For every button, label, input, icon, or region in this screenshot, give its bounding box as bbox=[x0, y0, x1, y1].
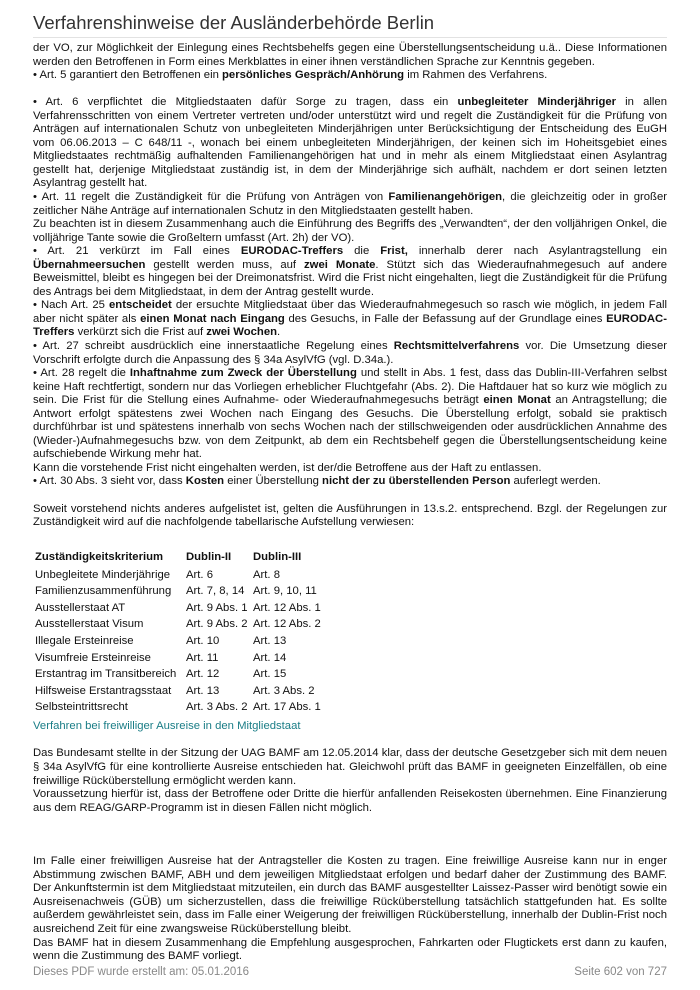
table-cell: Art. 9 Abs. 2 bbox=[186, 618, 248, 631]
table-row bbox=[33, 567, 323, 584]
table-cell: Art. 11 bbox=[186, 651, 219, 664]
table-cell: Art. 12 bbox=[186, 668, 220, 681]
table-row bbox=[33, 666, 323, 683]
table-row bbox=[33, 683, 323, 700]
table-cell: Art. 12 Abs. 2 bbox=[253, 618, 321, 631]
table-row bbox=[33, 650, 323, 667]
table-header-cell: Dublin-II bbox=[186, 550, 232, 563]
table-cell: Art. 3 Abs. 2 bbox=[253, 684, 315, 697]
table-cell: Art. 12 Abs. 1 bbox=[253, 601, 321, 614]
section-heading-freiwillige-ausreise: Verfahren bei freiwilliger Ausreise in den Mitgliedstaat bbox=[33, 719, 301, 732]
table-row bbox=[33, 583, 323, 600]
table-row bbox=[33, 616, 323, 633]
table-cell: Art. 9 Abs. 1 bbox=[186, 601, 248, 614]
table-cell: Art. 13 bbox=[186, 684, 220, 697]
paragraph-art21: • Art. 21 verkürzt im Fall eines EURODAC-Treffers die Frist, innerhalb derer nach Asylantragstellung ein Übernahmeersuchen gestellt werden muss, auf zwei Monate. Stützt sich das Wiederaufnahmegesuch auf andere Beweismittel, bleibt es hingegen bei der Dreimonatsfrist. Wird die Frist nicht eingehalten, liegt die Zuständigkeit für die Prüfung des Antrags bei dem Mitgliedstaat, in dem der Antrag gestellt wurde. bbox=[33, 245, 667, 298]
table-cell: Hilfsweise Erstantragsstaat bbox=[35, 684, 172, 697]
table-cell: Ausstellerstaat Visum bbox=[35, 618, 144, 631]
table-cell: Ausstellerstaat AT bbox=[35, 601, 126, 614]
paragraph-empfehlung: Das BAMF hat in diesem Zusammenhang die Empfehlung ausgesprochen, Fahrkarten oder Flugtickets erst dann zu kaufen, wenn die Zustimmung des BAMF vorliegt. bbox=[33, 936, 667, 963]
table-cell: Art. 8 bbox=[253, 568, 280, 581]
table-cell: Art. 15 bbox=[253, 668, 287, 681]
table-cell: Selbsteintrittsrecht bbox=[35, 701, 128, 714]
table-cell: Art. 10 bbox=[186, 634, 220, 647]
paragraph-art30: • Art. 30 Abs. 3 sieht vor, dass Kosten einer Überstellung nicht der zu überstellenden Person auferlegt werden. bbox=[33, 475, 601, 488]
table-header-cell: Dublin-III bbox=[253, 550, 302, 563]
paragraph-verwandte: Zu beachten ist in diesem Zusammenhang auch die Einführung des Begriffs des „Verwandten“, der den volljährigen Onkel, die volljährige Tante sowie die Großeltern umfasst (Art. 2h) der VO). bbox=[33, 218, 667, 244]
table-cell: Art. 17 Abs. 1 bbox=[253, 701, 321, 714]
paragraph-art5: • Art. 5 garantiert den Betroffenen ein persönliches Gespräch/Anhörung im Rahmen des Verfahrens. bbox=[33, 69, 548, 82]
title-divider bbox=[33, 37, 667, 38]
table-cell: Art. 6 bbox=[186, 568, 213, 581]
paragraph-art28: • Art. 28 regelt die Inhaftnahme zum Zweck der Überstellung und stellt in Abs. 1 fest, dass das Dublin-III-Verfahren selbst keine Haft rechtfertigt, sondern nur das Vorliegen erheblicher Fluchtgefahr (Abs. 2). Die Haftdauer hat so kurz wie möglich zu sein. Die Frist für die Stellung eines Aufnahme- oder Wiederaufnahmegesuchs beträgt einen Monat an Antragstellung; die Antwort erfolgt spätestens zwei Wochen nach Eingang des Gesuchs. Die Überstellung erfolgt, sobald sie praktisch durchführbar ist und spätestens innerhalb von sechs Wochen nach der stillschweigenden oder ausdrücklichen Annahme des (Wieder-)Aufnahmegesuchs bzw. von dem Zeitpunkt, ab dem ein Rechtsbehelf gegen die Überstellungsentscheidung keine aufschiebende Wirkung mehr hat. bbox=[33, 367, 668, 461]
paragraph-haft-entlassen: Kann die vorstehende Frist nicht eingehalten werden, ist der/die Betroffene aus der Haft zu entlassen. bbox=[33, 461, 542, 474]
jurisdiction-table bbox=[33, 548, 323, 716]
paragraph-art27: • Art. 27 schreibt ausdrücklich eine innerstaatliche Regelung eines Rechtsmittelverfahrens vor. Die Umsetzung dieser Vorschrift erfolgte durch die Anpassung des § 34a AsylVfG (vgl. D.34a.). bbox=[33, 339, 667, 366]
table-row bbox=[33, 600, 323, 617]
paragraph-art11: • Art. 11 regelt die Zuständigkeit für die Prüfung von Anträgen von Familienangehörigen, die gleichzeitig oder in großer zeitlicher Nähe Anträge auf internationalen Schutz in den Mitgliedstaaten gestellt haben. bbox=[33, 190, 667, 217]
table-cell: Art. 14 bbox=[253, 651, 287, 664]
table-cell: Art. 13 bbox=[253, 634, 287, 647]
paragraph-art25: • Nach Art. 25 entscheidet der ersuchte Mitgliedstaat über das Wiederaufnahmegesuch so rasch wie möglich, in jedem Fall aber nicht später als einen Monat nach Eingang des Gesuchs, in Falle der Befassung auf der Grundlage eines EURODAC-Treffers verkürzt sich die Frist auf zwei Wochen. bbox=[33, 299, 668, 339]
table-row bbox=[33, 633, 323, 650]
table-cell: Illegale Ersteinreise bbox=[35, 634, 134, 647]
table-cell: Art. 7, 8, 14 bbox=[186, 585, 245, 598]
table-cell: Erstantrag im Transitbereich bbox=[35, 668, 177, 681]
footer-created-date: Dieses PDF wurde erstellt am: 05.01.2016 bbox=[33, 966, 250, 978]
table-header-cell: Zuständigkeitskriterium bbox=[35, 550, 164, 563]
table-cell: Art. 9, 10, 11 bbox=[253, 585, 317, 598]
table-cell: Familienzusammenführung bbox=[35, 585, 172, 598]
page-title: Verfahrenshinweise der Ausländerbehörde Berlin bbox=[33, 12, 435, 33]
paragraph-kosten-ausreise: Im Falle einer freiwilligen Ausreise hat der Antragsteller die Kosten zu tragen. Eine freiwillige Ausreise kann nur in enger Abstimmung zwischen BAMF, ABH und dem jeweiligen Mitgliedstaat erfolgen und bedarf daher der Zustimmung des BAMF. Der Ankunftstermin ist dem Mitgliedstaat mitzuteilen, ein durch das BAMF ausgestellter Laissez-Passer wird benötigt sowie ein Ausreisenachweis (GÜB) um sicherzustellen, dass die freiwillige Rücküberstellung tatsächlich stattgefunden hat. Es sollte außerdem gewährleistet sein, dass im Falle einer Weigerung der freiwilligen Rücküberstellung, innerhalb der Dublin-Frist noch ausreichend Zeit für eine zwangsweise Rücküberstellung bleibt. bbox=[33, 855, 667, 935]
table-row bbox=[33, 699, 323, 716]
paragraph-voraussetzung: Voraussetzung hierfür ist, dass der Betroffene oder Dritte die hierfür anfallenden Reisekosten übernehmen. Eine Finanzierung aus dem REAG/GARP-Programm ist in diesen Fällen nicht möglich. bbox=[33, 788, 667, 814]
document-body bbox=[33, 42, 667, 964]
paragraph-bamf-uag: Das Bundesamt stellte in der Sitzung der UAG BAMF am 12.05.2014 klar, dass der deutsche Gesetzgeber sich mit dem neuen § 34a AsylVfG für eine kontrollierte Ausreise entschieden hat. Gleichwohl prüft das BAMF in geeigneten Einzelfällen, ob eine freiwillige Rücküberstellung ermöglicht werden kann. bbox=[33, 747, 667, 787]
paragraph-soweit: Soweit vorstehend nichts anderes aufgelistet ist, gelten die Ausführungen in 13.s.2. entsprechend. Bzgl. der Regelungen zur Zuständigkeit wird auf die nachfolgende tabellarische Aufstellung verwiesen: bbox=[33, 502, 667, 529]
table-header-row bbox=[33, 548, 323, 567]
footer-page-number: Seite 602 von 727 bbox=[574, 966, 667, 978]
table-cell: Unbegleitete Minderjährige bbox=[35, 568, 171, 581]
table-cell: Art. 3 Abs. 2 bbox=[186, 701, 248, 714]
paragraph-art6: • Art. 6 verpflichtet die Mitgliedstaaten dafür Sorge zu tragen, dass ein unbegleiteter Minderjähriger in allen Verfahrensschritten von einem Vertreter vertreten und/oder unterstützt wird und regelt die Zuständigkeit für die Prüfung von Anträgen auf internationalen Schutz von unbegleiteten Minderjährigen unter Berücksichtigung der Entscheidung des EuGH vom 06.06.2013 – C 648/11 -, wonach bei einem unbegleiteten Minderjährigen, der keinen sich im Hoheitsgebiet eines Mitgliedstaates rechtmäßig aufhaltenden Familienangehörigen hat und in mehr als einem Mitgliedstaat einen Asylantrag gestellt hat, derjenige Mitgliedstaat zuständig ist, in dem der Minderjährige sich aufhält, nachdem er dort seinen letzten Asylantrag gestellt hat. bbox=[33, 96, 667, 190]
table-cell: Visumfreie Ersteinreise bbox=[35, 651, 151, 664]
paragraph-intro: der VO, zur Möglichkeit der Einlegung eines Rechtsbehelfs gegen eine Überstellungsentscheidung u.ä.. Diese Informationen werden den Betroffenen in Form eines Merkblattes in einer ihnen verständlichen Sprache zur Kenntnis gegeben. bbox=[33, 42, 667, 68]
